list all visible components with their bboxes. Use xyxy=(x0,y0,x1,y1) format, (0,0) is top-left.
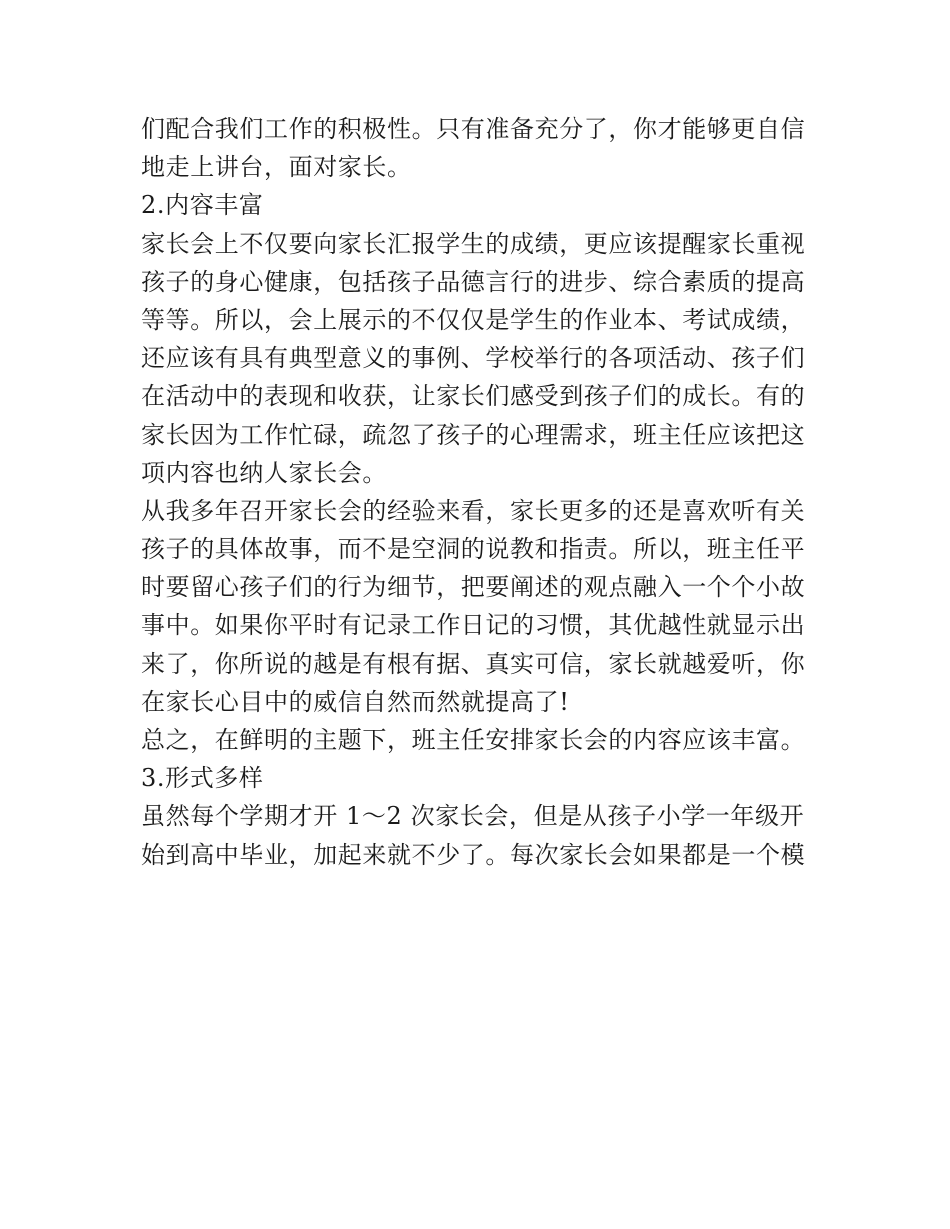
text-line: 等等。所以，会上展示的不仅仅是学生的作业本、考试成绩， xyxy=(141,305,806,334)
text-line: 始到高中毕业，加起来就不少了。每次家长会如果都是一个模 xyxy=(141,840,806,869)
section-heading: 3.形式多样 xyxy=(141,764,264,793)
text-line: 时要留心孩子们的行为细节，把要阐述的观点融入一个个小故 xyxy=(141,573,806,602)
text-line: 虽然每个学期才开 1～2 次家长会，但是从孩子小学一年级开 xyxy=(141,802,805,831)
text-line: 地走上讲台，面对家长。 xyxy=(141,153,412,182)
text-line: 家长因为工作忙碌，疏忽了孩子的心理需求，班主任应该把这 xyxy=(141,420,806,449)
text-line: 孩子的身心健康，包括孩子品德言行的进步、综合素质的提高 xyxy=(141,267,806,296)
text-line: 还应该有具有典型意义的事例、学校举行的各项活动、孩子们 xyxy=(141,344,806,373)
text-line: 项内容也纳人家长会。 xyxy=(141,458,387,487)
text-line: 来了，你所说的越是有根有据、真实可信，家长就越爱听，你 xyxy=(141,649,806,678)
text-line: 从我多年召开家长会的经验来看，家长更多的还是喜欢听有关 xyxy=(141,496,806,525)
text-line: 在家长心目中的威信自然而然就提高了! xyxy=(141,687,570,716)
text-line: 们配合我们工作的积极性。只有准备充分了，你才能够更自信 xyxy=(141,115,806,143)
text-line: 家长会上不仅要向家长汇报学生的成绩，更应该提醒家长重视 xyxy=(141,229,806,258)
text-line: 总之，在鲜明的主题下，班主任安排家长会的内容应该丰富。 xyxy=(141,726,806,754)
section-heading: 2.内容丰富 xyxy=(141,191,264,220)
text-line: 孩子的具体故事，而不是空洞的说教和指责。所以，班主任平 xyxy=(141,535,806,564)
text-line: 事中。如果你平时有记录工作日记的习惯，其优越性就显示出 xyxy=(141,611,806,640)
document-body xyxy=(141,110,816,874)
text-line: 在活动中的表现和收获，让家长们感受到孩子们的成长。有的 xyxy=(141,382,806,411)
